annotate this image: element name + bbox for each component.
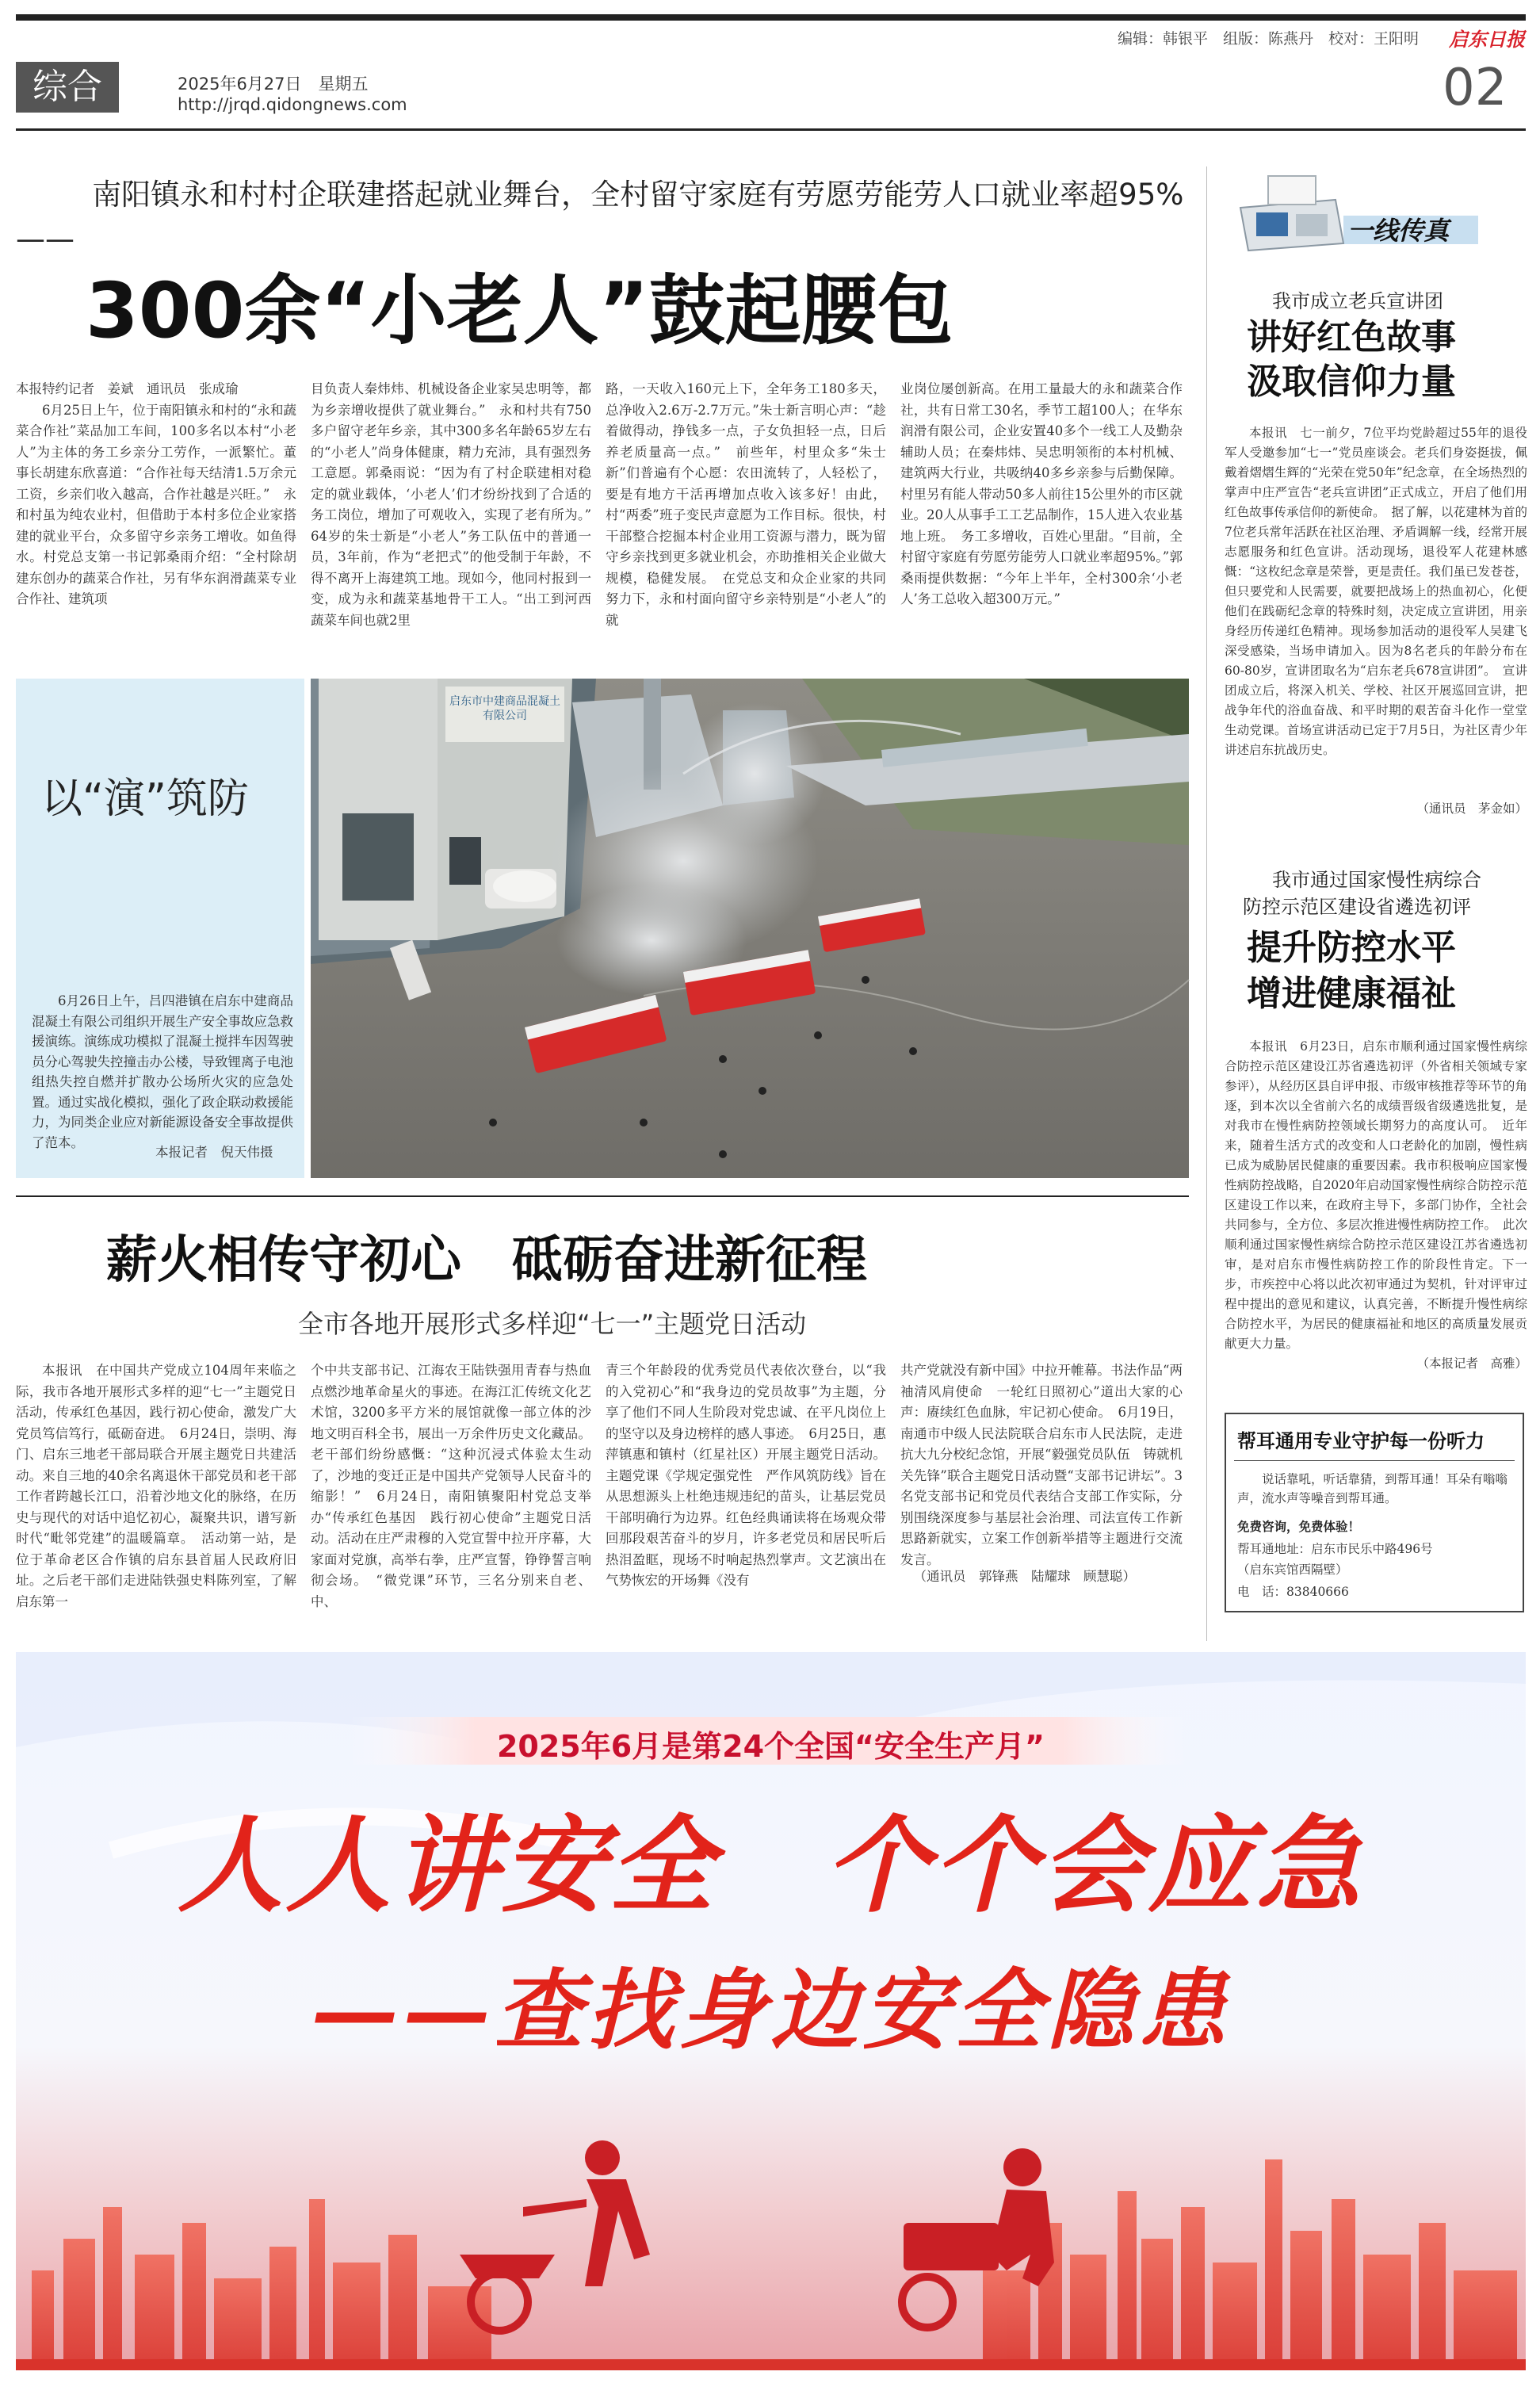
veteran-kicker: 我市成立老兵宣讲团: [1272, 290, 1443, 312]
paper-logo: 启东日报: [1449, 28, 1525, 51]
veteran-credit: （通讯员 茅金如）: [1416, 801, 1527, 816]
hearing-ad-line1: 说话靠吼，听话靠猜，到帮耳通！耳朵有嗡嗡声，流水声等噪音到帮耳通。: [1237, 1472, 1508, 1505]
fax-banner-label: 一线传真: [1347, 216, 1450, 246]
lead-col-4: [900, 379, 1183, 641]
poster-slogan-1: 人人讲安全 个个会应急: [178, 1804, 1364, 1927]
hearing-ad-address-2: （启东宾馆西隔壁）: [1237, 1563, 1348, 1577]
health-credit: （本报记者 高雅）: [1416, 1356, 1527, 1371]
veteran-title-1: 讲好红色故事: [1247, 317, 1456, 358]
lead-title: 300余“小老人”鼓起腰包: [86, 266, 953, 355]
lead-text-3: 路，一天收入160元上下，全年务工180多天，总净收入2.6万-2.7万元。”朱士新言明心声：“趁着做得动，挣钱多一点，子女负担轻一点，日后养老质量高一点。” 前些年，村里众多“朱士新”们普遍有个心愿：农田流转了，人轻松了，要是有地方干活再增加点收入该多好！由此，村“两委”班子变民声意愿为工作目标。很快，村干部整合挖掘本村企业用工资源与潜力，既为留守乡亲找到更多就业机会，亦助推相关企业做大规模，稳健发展。 在党总支和众企业家的共同努力下，永和村面向留守乡亲特别是“小老人”的就: [606, 381, 886, 628]
hearing-ad-title: 帮耳通用专业守护每一份听力: [1237, 1430, 1485, 1452]
party-title: 薪火相传守初心 砥砺奋进新征程: [106, 1231, 867, 1290]
lead-text-1: 6月25日上午，位于南阳镇永和村的“永和蔬菜合作社”菜品加工车间，100多名以本村“小老人”为主体的务工乡亲分工劳作，一派繁忙。董事长胡建东欣喜道：“合作社每天结清1.5万余元工资，乡亲们收入越高，合作社越是兴旺。” 永和村虽为纯农业村，但借助于本村多位企业家搭建的就业平台，众多留守乡亲务工增收。如鱼得水。村党总支第一书记郭桑雨介绍：“全村除胡建东创办的蔬菜合作社，另有华东润滑蔬菜专业合作社、建筑项: [16, 402, 296, 606]
veteran-title-2: 汲取信仰力量: [1247, 361, 1456, 402]
party-col-4: [900, 1360, 1183, 1611]
drill-headline: 以“演”筑防: [41, 775, 249, 823]
hearing-ad-tel: 电 话：83840666: [1237, 1585, 1349, 1599]
drill-photo-sign: 启东市中建商品混凝土有限公司: [449, 695, 560, 722]
health-kicker-1: 我市通过国家慢性病综合: [1272, 869, 1481, 891]
lead-col-2: [311, 379, 605, 641]
fax-banner: [1225, 168, 1486, 262]
page-number: 02: [1443, 59, 1508, 117]
party-col-2: [311, 1360, 591, 1611]
veteran-text: 本报讯 七一前夕，7位平均党龄超过55年的退役军人受邀参加“七一”党员座谈会。老兵们身姿挺拔，佩戴着熠熠生辉的“光荣在党50年”纪念章，在全场热烈的掌声中庄严宣告“老兵宣讲团”正式成立，开启了他们用红色故事传承信仰的新使命。 据了解，以花建林为首的7位老兵常年活跃在社区治理、矛盾调解一线，经常开展志愿服务和红色宣讲。活动现场，退役军人花建林感慨：“这枚纪念章是荣誉，更是责任。我们虽已发苍苍，但只要党和人民需要，就要把战场上的热血初心，化便他们在践砺纪念章的特殊时刻，决定成立宣讲团，用亲身经历传递红色精神。现场参加活动的退役军人吴建飞深受感染，当场申请加入。因为8名老兵的年龄分布在60-80岁，宣讲团取名为“启东老兵678宣讲团”。 宣讲团成立后，将深入机关、学校、社区开展巡回宣讲，把战争年代的浴血奋战、和平时期的艰苦奋斗化作一堂堂生动党课。首场宣讲活动已定于7月5日，为社区青少年讲述启东抗战历史。: [1225, 426, 1527, 757]
health-title-1: 提升防控水平: [1247, 928, 1456, 968]
party-text-3: 青三个年龄段的优秀党员代表依次登台，以“我的入党初心”和“我身边的党员故事”为主题，分享了他们不同人生阶段对党忠诚、在平凡岗位上的坚守以及身边榜样的感人事迹。 6月25日，惠萍镇惠和镇村（红星社区）开展主题党日活动。主题党课《学规定强党性 严作风筑防线》旨在从思想源头上杜绝违规违纪的苗头，让基层党员干部明确行为边界。红色经典诵读将在场观众带回那段艰苦奋斗的岁月，许多老党员和居民听后热泪盈眶，现场不时响起热烈掌声。文艺演出在气势恢宏的开场舞《没有: [606, 1363, 886, 1588]
party-col-3: [606, 1360, 886, 1611]
poster-slogan-2: ——查找身边安全隐患: [311, 1959, 1231, 2061]
worker-cart-icon: [902, 2148, 1054, 2328]
sidebar-divider: [1206, 166, 1207, 1641]
health-body: [1225, 1037, 1527, 1386]
veteran-body: [1225, 423, 1527, 828]
hearing-ad: [1225, 1413, 1524, 1612]
top-rule: [16, 14, 1526, 21]
drill-caption: 6月26日上午，吕四港镇在启东中建商品混凝土有限公司组织开展生产安全事故应急救援演练。演练成功模拟了混凝土搅拌车因驾驶员分心驾驶失控撞击办公楼，导致锂离子电池组热失控自燃并扩散办公场所火灾的应急处置。通过实战化模拟，强化了政企联动救援能力，为同类企业应对新能源设备安全事故提供了范本。: [32, 993, 293, 1150]
fax-icon: [1225, 168, 1486, 262]
site-url: http://jrqd.qidongnews.com: [178, 95, 407, 114]
lead-byline: 本报特约记者 姜斌 通讯员 张成瑜: [16, 381, 239, 396]
lead-kicker: 南阳镇永和村村企联建搭起就业舞台，全村留守家庭有劳愿劳能劳人口就业率超95%——: [16, 178, 1184, 256]
editors-line: 编辑：韩银平 组版：陈燕丹 校对：王阳明: [1118, 30, 1420, 48]
party-text-4: 共产党就没有新中国》中拉开帷幕。书法作品“两袖清风肩使命 一轮红日照初心”道出大家的心声：赓续红色血脉，牢记初心使命。 6月19日，南通市中级人民法院联合启东市人民法院，走进抗大九分校纪念馆，开展“毅强党员队伍 铸就机关先锋”联合主题党日活动暨“支部书记讲坛”。3名党支部书记和党员代表结合支部工作实际，分别围绕深度参与基层社会治理、司法宣传工作新思路新就实，立案工作创新举措等主题进行交流发言。: [900, 1363, 1183, 1567]
party-credit: （通讯员 郭锋燕 陆耀球 顾慧聪）: [913, 1569, 1136, 1584]
lead-text-2: 目负责人秦炜炜、机械设备企业家吴忠明等，都为乡亲增收提供了就业舞台。” 永和村共有750多户留守老年乡亲，其中300多名年龄65岁左右的“小老人”尚身体健康，精力充沛，具有强烈务工意愿。郭桑雨说：“因为有了村企联建相对稳定的就业载体，‘小老人’们才纷纷找到了合适的务工岗位，增加了可观收入，实现了老有所为。” 64岁的朱士新是“小老人”务工队伍中的普通一员，3年前，作为“老把式”的他受制于年龄，不得不离开上海建筑工地。现如今，他同村报到一变，成为永和蔬菜基地骨干工人。“出工到河西蔬菜车间也就2里: [311, 381, 605, 628]
drill-photo: [311, 679, 1189, 1178]
party-text-1: 本报讯 在中国共产党成立104周年来临之际，我市各地开展形式多样的迎“七一”主题党日活动，传承红色基因，践行初心使命，激发广大党员笃信笃行，砥砺奋进。 6月24日，崇明、海门、启东三地老干部局联合开展主题党日共建活动。来自三地的40余名离退休干部党员和老干部工作者跨越长江口，沿着沙地文化的脉络，在历史与现代的对话中追忆初心，凝聚共识，谱写新时代“毗邻党建”的温暖篇章。 活动第一站，是位于革命老区合作镇的启东县首届人民政府旧址。之后老干部们走进陆铁强史料陈列室，了解启东第一: [16, 1363, 296, 1609]
lead-col-3: [606, 379, 886, 641]
party-col-1: [16, 1360, 296, 1611]
hearing-ad-line2: 免费咨询，免费体验！: [1237, 1519, 1361, 1534]
health-text: 本报讯 6月23日，启东市顺利通过国家慢性病综合防控示范区建设江苏省遴选初评（外省相关领域专家参评），从经历区县自评申报、市级审核推荐等环节的角逐，到本次以全省前六名的成绩晋级省级遴选批复，是对我市在慢性病防控领域长期努力的高度认可。 近年来，随着生活方式的改变和人口老龄化的加剧，慢性病已成为威胁居民健康的重要因素。我市积极响应国家慢性病防控战略，自2020年启动国家慢性病综合防控示范区建设工作以来，在政府主导下，多部门协作，全社会共同参与，全方位、多层次推进慢性病防控工作。 此次顺利通过国家慢性病综合防控示范区建设江苏省遴选初审，是对启东市慢性病防控工作的阶段性肯定。下一步，市疾控中心将以此次初审通过为契机，针对评审过程中提出的意见和建议，认真完善，不断提升慢性病综合防控水平，为居民的健康福祉和地区的高质量发展贡献更大力量。: [1225, 1039, 1527, 1351]
city-skyline-icon: [32, 2159, 1517, 2370]
drill-photo-svg: [311, 679, 1189, 1178]
hearing-ad-address: 帮耳通地址：启东市民乐中路496号: [1237, 1542, 1433, 1556]
issue-date: 2025年6月27日 星期五: [178, 75, 369, 94]
party-text-2: 个中共支部书记、江海农王陆铁强用青春与热血点燃沙地革命星火的事迹。在海江汇传统文化艺术馆，3200多平方米的展馆就像一部立体的沙地文明百科全书，展出一万余件历史文化藏品。老干部们纷纷感慨：“这种沉浸式体验太生动了，沙地的变迁正是中国共产党领导人民奋斗的缩影！” 6月24日，南阳镇聚阳村党总支举办“传承红色基因 践行初心使命”主题党日活动。活动在庄严肃穆的入党宣誓中拉开序幕，大家面对党旗，高举右拳，庄严宣誓，铮铮誓言响彻会场。 “微党课”环节，三名分别来自老、中、: [311, 1363, 591, 1609]
section-label: 综合: [16, 62, 119, 113]
lead-text-4: 业岗位屡创新高。在用工量最大的永和蔬菜合作社，共有日常工30名，季节工超100人；在华东润滑有限公司，企业安置40多个一线工人及勤杂辅助人员；在秦炜炜、吴忠明领衔的本村机械、建筑两大行业，共吸纳40多乡亲参与后勤保障。村里另有能人带动50多人前往15公里外的市区就业。20人从事手工工艺品制作，15人进入农业基地上班。 务工多增收，百姓心里甜。“目前，全村留守家庭有劳愿劳能劳人口就业率超95%。”郭桑雨提供数据：“今年上半年，全村300余‘小老人’务工总收入超300万元。”: [900, 381, 1183, 606]
health-title-2: 增进健康福祉: [1247, 973, 1456, 1014]
health-kicker-2: 防控示范区建设省遴选初评: [1243, 896, 1471, 918]
lead-bottom-rule: [16, 1195, 1189, 1197]
masthead-rule: [16, 128, 1526, 131]
lead-col-1: [16, 379, 296, 641]
party-subtitle: 全市各地开展形式多样迎“七一”主题党日活动: [298, 1309, 807, 1339]
hearing-ad-rule: [1234, 1460, 1515, 1461]
safety-poster: [16, 1652, 1526, 2370]
drill-credit: 本报记者 倪天伟摄: [155, 1145, 273, 1160]
poster-subtitle: 2025年6月是第24个全国“安全生产月”: [496, 1729, 1045, 1764]
